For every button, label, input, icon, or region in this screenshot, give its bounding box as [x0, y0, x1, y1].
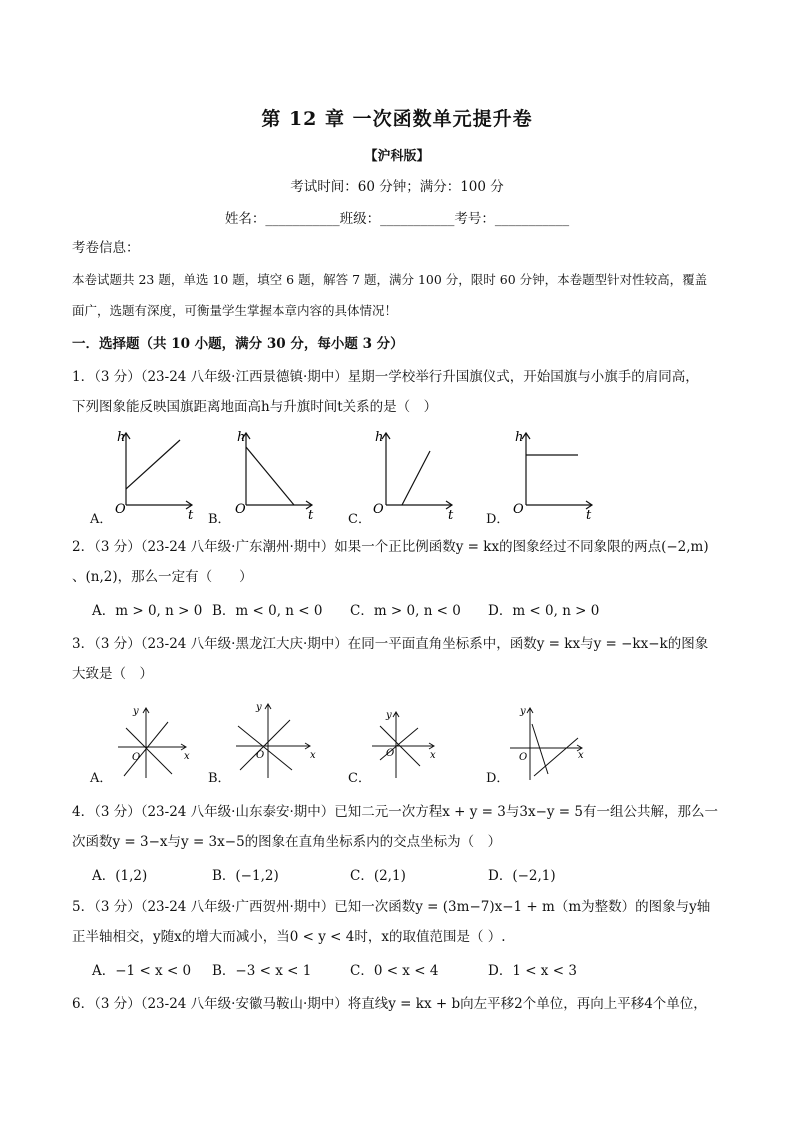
- q1a-t-label: t: [188, 508, 194, 523]
- q1c-t-label: t: [448, 508, 454, 523]
- q3-line-1: 3．（3 分）（23-24 八年级·黑龙江大庆·期中）在同一平面直角坐标系中，函数y = kx与y = −kx−k的图象: [72, 636, 709, 652]
- q3-graph-b: [234, 700, 324, 780]
- q1-option-d[interactable]: D．: [486, 512, 510, 527]
- q3-option-d[interactable]: D．: [486, 771, 510, 786]
- q1b-o-label: O: [235, 502, 246, 517]
- q4-option-c[interactable]: C．(2,1): [350, 868, 406, 884]
- q3b-y-label: y: [256, 702, 262, 713]
- q5-option-d[interactable]: D．1 < x < 3: [488, 963, 577, 979]
- q1b-h-label: h: [237, 430, 246, 445]
- q3a-o-label: O: [132, 752, 141, 763]
- q3b-x-label: x: [310, 750, 316, 761]
- q1-line-1: 1．（3 分）（23-24 八年级·江西景德镇·期中）星期一学校举行升国旗仪式，开始国旗与小旗手的肩同高，: [72, 369, 699, 385]
- q6-line-1: 6．（3 分）（23-24 八年级·安徽马鞍山·期中）将直线y = kx + b向左平移2个单位，再向上平移4个单位，: [72, 996, 707, 1012]
- info-heading: 考卷信息：: [72, 240, 140, 256]
- q3-option-a[interactable]: A．: [90, 771, 113, 786]
- q1-graph-a: [112, 425, 194, 523]
- edition-label: 【沪科版】: [364, 149, 430, 164]
- q4-option-a[interactable]: A．(1,2): [92, 868, 148, 884]
- q5-option-b[interactable]: B．−3 < x < 1: [212, 963, 312, 979]
- exam-time: 考试时间：60 分钟；满分：100 分: [290, 179, 504, 195]
- q4-option-d[interactable]: D．(−2,1): [488, 868, 556, 884]
- q5-options: [92, 959, 577, 979]
- q1d-o-label: O: [513, 502, 524, 517]
- q2-options: [92, 599, 599, 619]
- q2-line-1: 2．（3 分）（23-24 八年级·广东潮州·期中）如果一个正比例函数y = kx的图象经过不同象限的两点(−2,m): [72, 539, 709, 555]
- q1a-o-label: O: [115, 502, 126, 517]
- q3-option-b[interactable]: B．: [208, 771, 231, 786]
- q3a-y-label: y: [133, 706, 139, 717]
- q2-option-c[interactable]: C．m > 0, n < 0: [350, 603, 461, 619]
- q1c-o-label: O: [373, 502, 384, 517]
- q3d-y-label: y: [520, 706, 526, 717]
- q1-graph-c: [372, 425, 454, 523]
- q3d-x-label: x: [578, 750, 584, 761]
- q5-line-1: 5．（3 分）（23-24 八年级·广西贺州·期中）已知一次函数y = (3m−7)x−1 + m（m为整数）的图象与y轴: [72, 899, 711, 915]
- q3c-o-label: O: [386, 748, 395, 759]
- q3-graph-a: [116, 702, 196, 782]
- q3-line-2: 大致是（ ）: [72, 666, 153, 682]
- student-fields: 姓名：___________班级：___________考号：___________: [224, 211, 570, 227]
- page-title: 第 12 章 一次函数单元提升卷: [261, 108, 533, 130]
- q5-option-c[interactable]: C．0 < x < 4: [350, 963, 439, 979]
- q1d-t-label: t: [586, 508, 592, 523]
- q1-option-c[interactable]: C．: [348, 512, 371, 527]
- q2-line-2: 、(n,2)，那么一定有（ ）: [72, 569, 253, 585]
- q4-line-2: 次函数y = 3−x与y = 3x−5的图象在直角坐标系内的交点坐标为（ ）: [72, 834, 502, 850]
- section-heading: 一．选择题（共 10 小题，满分 30 分，每小题 3 分）: [72, 336, 404, 352]
- q3c-x-label: x: [430, 750, 436, 761]
- q3-option-c[interactable]: C．: [348, 771, 371, 786]
- q1d-h-label: h: [515, 430, 524, 445]
- q1b-t-label: t: [308, 508, 314, 523]
- q3-graph-c: [370, 706, 450, 782]
- q2-option-b[interactable]: B．m < 0, n < 0: [212, 603, 323, 619]
- q3-graph-d: [508, 702, 592, 782]
- q1a-h-label: h: [117, 430, 126, 445]
- q1-option-a[interactable]: A．: [90, 512, 113, 527]
- q2-option-a[interactable]: A．m > 0, n > 0: [92, 603, 203, 619]
- info-line-1: 本卷试题共 23 题，单选 10 题，填空 6 题，解答 7 题，满分 100 分，限时 60 分钟，本卷题型针对性较高，覆盖: [72, 272, 708, 287]
- q1-graph-b: [232, 425, 314, 523]
- q2-option-d[interactable]: D．m < 0, n > 0: [488, 603, 600, 619]
- q3d-o-label: O: [519, 752, 528, 763]
- q1c-h-label: h: [375, 430, 384, 445]
- q1-option-b[interactable]: B．: [208, 512, 231, 527]
- q5-line-2: 正半轴相交，y随x的增大而减小，当0 < y < 4时，x的取值范围是（ ）.: [72, 929, 506, 945]
- q3c-y-label: y: [386, 710, 392, 721]
- q1-graph-d: [512, 425, 592, 523]
- info-line-2: 面广，选题有深度，可衡量学生掌握本章内容的具体情况！: [72, 303, 398, 318]
- q3b-o-label: O: [256, 750, 265, 761]
- q4-options: [92, 864, 556, 884]
- q4-option-b[interactable]: B．(−1,2): [212, 868, 279, 884]
- q5-option-a[interactable]: A．−1 < x < 0: [92, 963, 192, 979]
- q3a-x-label: x: [184, 751, 190, 762]
- q1-line-2: 下列图象能反映国旗距离地面高h与升旗时间t关系的是（ ）: [72, 399, 438, 415]
- q4-line-1: 4．（3 分）（23-24 八年级·山东泰安·期中）已知二元一次方程x + y = 3与3x−y = 5有一组公共解，那么一: [72, 804, 719, 820]
